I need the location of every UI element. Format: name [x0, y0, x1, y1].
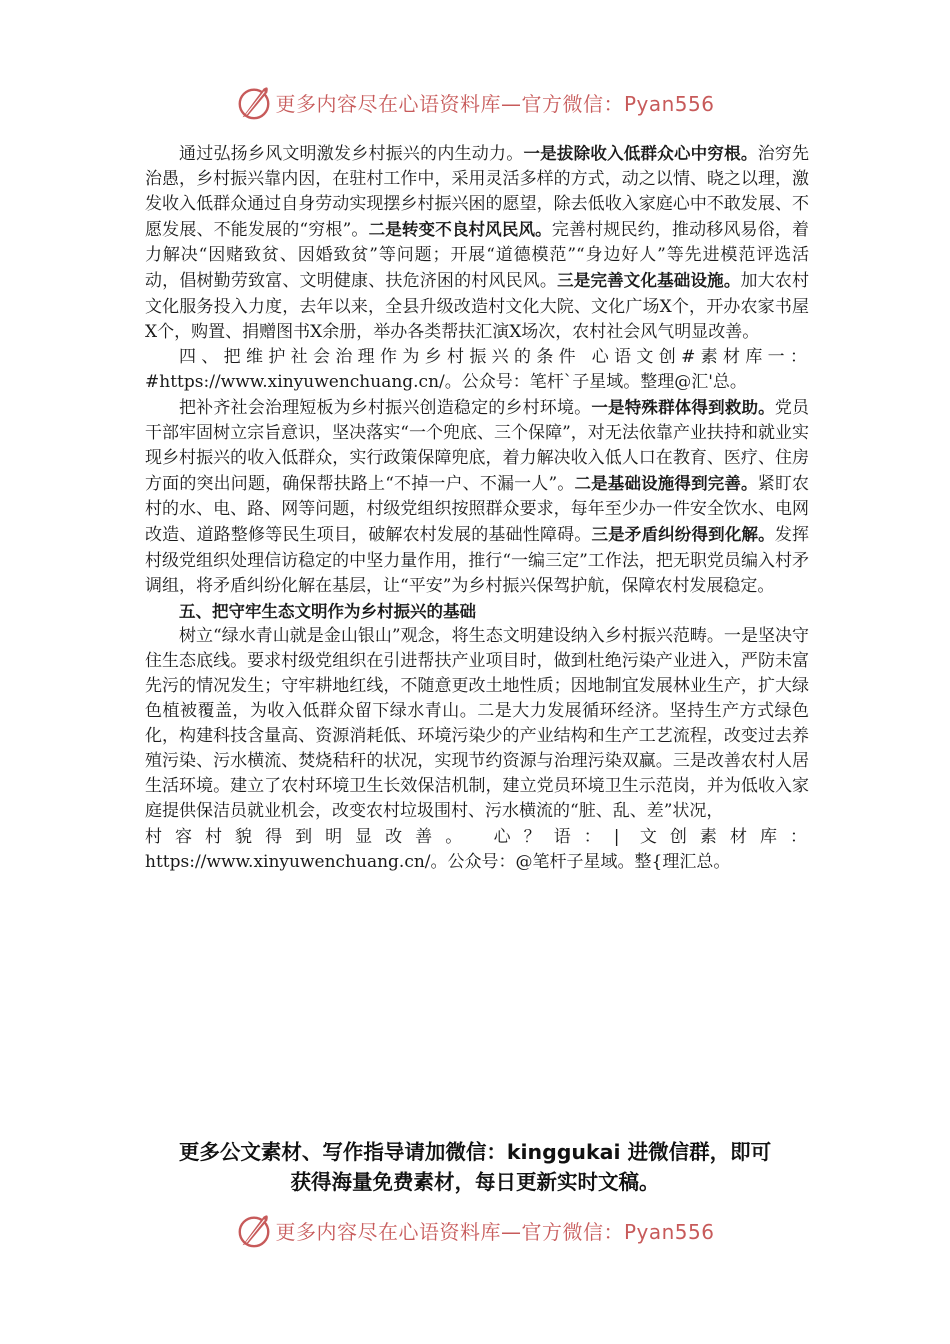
source-note-line-2: https://www.xinyuwenchuang.cn/。公众号：@笔杆子星域。整{理汇总。	[145, 851, 731, 872]
footer-banner-text: 更多内容尽在心语资料库—官方微信：Pyan556	[275, 1219, 715, 1244]
paragraph-social-governance	[145, 395, 809, 599]
section-heading-4: 四、把维护社会治理作为乡村振兴的条件 心语文创#素材库一：	[179, 346, 809, 367]
paragraph-rural-civilization	[145, 141, 809, 345]
text-run: 紧盯农村的水、电、路、网等问题，村级党组织按照群众要求，每年至少办一件安全饮水、电网改造、道路整修等民生项目，破解农村发展的基础性障碍。	[145, 474, 810, 546]
promo-line-1: 更多公文素材、写作指导请加微信：kinggukai 进微信群，即可	[178, 1140, 772, 1164]
text-run: 完善村规民约，推动移风易俗，着力解决“因赌致贫、因婚致贫”等问题；开展“道德模范”“身边好人”等先进模范评选活动，倡树勤劳致富、文明健康、扶危济困的村风民风。	[145, 220, 810, 292]
paragraph-ecology: 树立“绿水青山就是金山银山”观念，将生态文明建设纳入乡村振兴范畴。一是坚决守住生态底线。要求村级党组织在引进帮扶产业项目时，做到杜绝污染产业进入，严防未富先污的情况发生；守牢耕地红线，不随意更改土地性质；因地制宜发展林业生产，扩大绿色植被覆盖，为收入低群众留下绿水青山。二是大力发展循环经济。坚持生产方式绿色化，构建科技含量高、资源消耗低、环境污染少的产业结构和生产工艺流程，改变过去养殖污染、污水横流、焚烧秸秆的状况，实现节约资源与治理污染双赢。三是改善农村人居生活环境。建立了农村环境卫生长效保洁机制，建立党员环境卫生示范岗，并为低收入家庭提供保洁员就业机会，改变农村垃圾围村、污水横流的“脏、乱、差”状况，	[145, 625, 809, 822]
bold-point: 一是拔除收入低群众心中穷根。	[523, 144, 758, 163]
text-run: 发挥村级党组织处理信访稳定的中坚力量作用，推行“一编三定”工作法，把无职党员编入村矛调组，将矛盾纠纷化解在基层，让“平安”为乡村振兴保驾护航，保障农村发展稳定。	[145, 525, 810, 596]
spaced-line: 村容村貌得到明显改善。 心？语：| 文创素材库：	[145, 826, 809, 847]
bold-point: 一是特殊群体得到救助。	[591, 397, 775, 417]
section-heading-5: 五、把守牢生态文明作为乡村振兴的基础	[179, 601, 476, 621]
text-run: 治穷先治愚，乡村振兴靠内因，在驻村工作中，采用灵活多样的方式，动之以情、晓之以理，激发收入低群众通过自身劳动实现摆乡村振兴困的愿望，除去低收入家庭心中不敢发展、不愿发展、不能发展的“穷根”。	[145, 144, 810, 241]
bold-point: 二是转变不良村风民风。	[368, 220, 552, 240]
bold-point: 三是矛盾纠纷得到化解。	[591, 525, 775, 545]
footer-banner	[0, 1210, 950, 1250]
text-run: 党员干部牢固树立宗旨意识，坚决落实“一个兜底、三个保障”，对无法依靠产业扶持和就业实现乡村振兴的收入低群众，实行政策保障兜底，着力解决收入低人口在教育、医疗、住房方面的突出问题，确保帮扶路上“不掉一户、不漏一人”。	[145, 397, 810, 495]
source-note-line: #https://www.xinyuwenchuang.cn/。公众号：笔杆`子星域。整理@汇'总。	[145, 371, 747, 392]
promo-line-2: 获得海量免费素材，每日更新实时文稿。	[290, 1170, 660, 1194]
header-banner-text: 更多内容尽在心语资料库—官方微信：Pyan556	[275, 91, 715, 116]
bold-point: 三是完善文化基础设施。	[557, 271, 741, 291]
text-run: 把补齐社会治理短板为乡村振兴创造稳定的乡村环境。	[179, 397, 592, 418]
wechat-promo-note	[0, 1137, 950, 1197]
header-banner	[0, 82, 950, 122]
document-body	[145, 141, 809, 875]
quill-logo-icon	[235, 83, 273, 121]
bold-point: 二是基础设施得到完善。	[574, 474, 758, 494]
quill-logo-icon	[235, 1211, 273, 1249]
text-run: 通过弘扬乡风文明激发乡村振兴的内生动力。	[179, 144, 524, 164]
text-run: 加大农村文化服务投入力度，去年以来，全县升级改造村文化大院、文化广场X个，开办农家书屋X个，购置、捐赠图书X余册，举办各类帮扶汇演X场次，农村社会风气明显改善。	[145, 271, 810, 342]
